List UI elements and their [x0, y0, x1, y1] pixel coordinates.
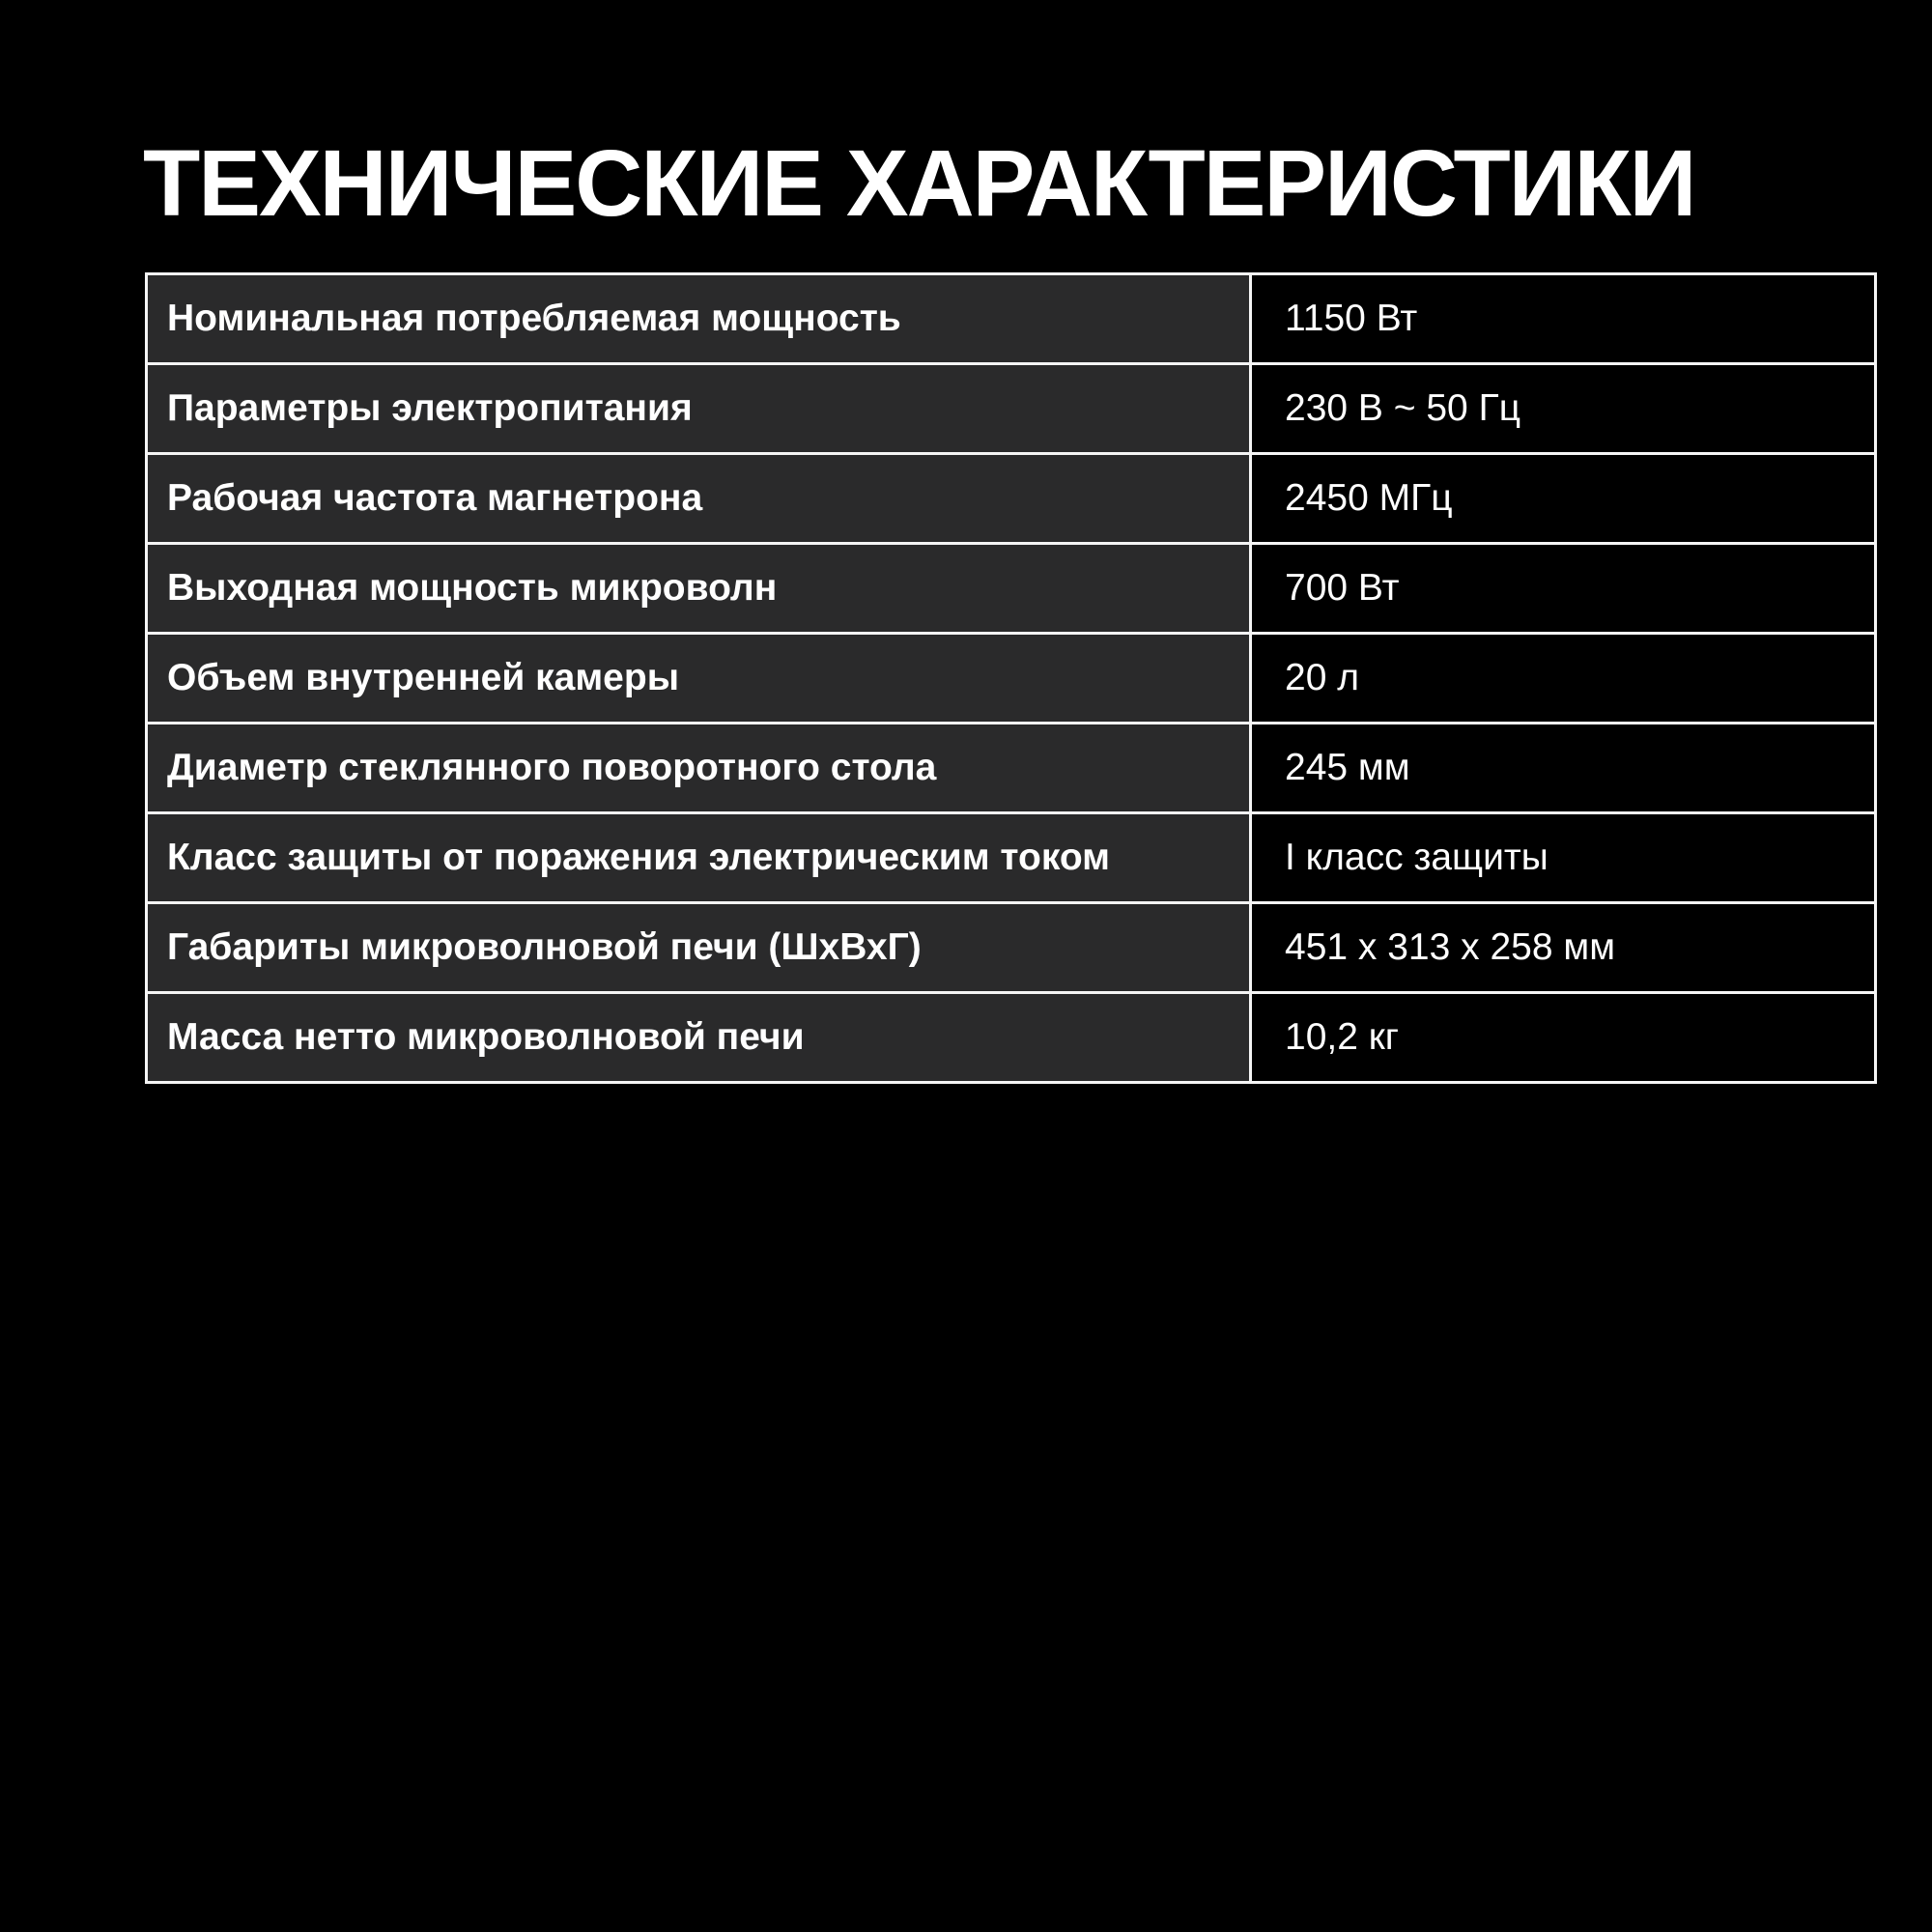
table-row [147, 724, 1876, 813]
table-row [147, 903, 1876, 993]
spec-label-cell: Параметры электропитания [147, 364, 1251, 454]
specs-table-body [147, 274, 1876, 1083]
spec-value-cell: 1150 Вт [1251, 274, 1876, 364]
page-title: ТЕХНИЧЕСКИЕ ХАРАКТЕРИСТИКИ [143, 130, 1695, 236]
spec-label-cell: Номинальная потребляемая мощность [147, 274, 1251, 364]
table-row [147, 364, 1876, 454]
spec-value-cell: 20 л [1251, 634, 1876, 724]
spec-label-cell: Диаметр стеклянного поворотного стола [147, 724, 1251, 813]
spec-label-cell: Выходная мощность микроволн [147, 544, 1251, 634]
spec-value-cell: 245 мм [1251, 724, 1876, 813]
spec-label-cell: Габариты микроволновой печи (ШхВхГ) [147, 903, 1251, 993]
specs-table [145, 272, 1877, 1084]
table-row [147, 634, 1876, 724]
spec-value-cell: 230 В ~ 50 Гц [1251, 364, 1876, 454]
spec-value-cell: 2450 МГц [1251, 454, 1876, 544]
spec-value-cell: 451 х 313 х 258 мм [1251, 903, 1876, 993]
spec-label-cell: Класс защиты от поражения электрическим током [147, 813, 1251, 903]
table-row [147, 544, 1876, 634]
table-row [147, 274, 1876, 364]
table-row [147, 454, 1876, 544]
spec-label-cell: Объем внутренней камеры [147, 634, 1251, 724]
table-row [147, 813, 1876, 903]
table-row [147, 993, 1876, 1083]
spec-value-cell: 700 Вт [1251, 544, 1876, 634]
spec-label-cell: Рабочая частота магнетрона [147, 454, 1251, 544]
spec-label-cell: Масса нетто микроволновой печи [147, 993, 1251, 1083]
spec-value-cell: I класс защиты [1251, 813, 1876, 903]
spec-value-cell: 10,2 кг [1251, 993, 1876, 1083]
